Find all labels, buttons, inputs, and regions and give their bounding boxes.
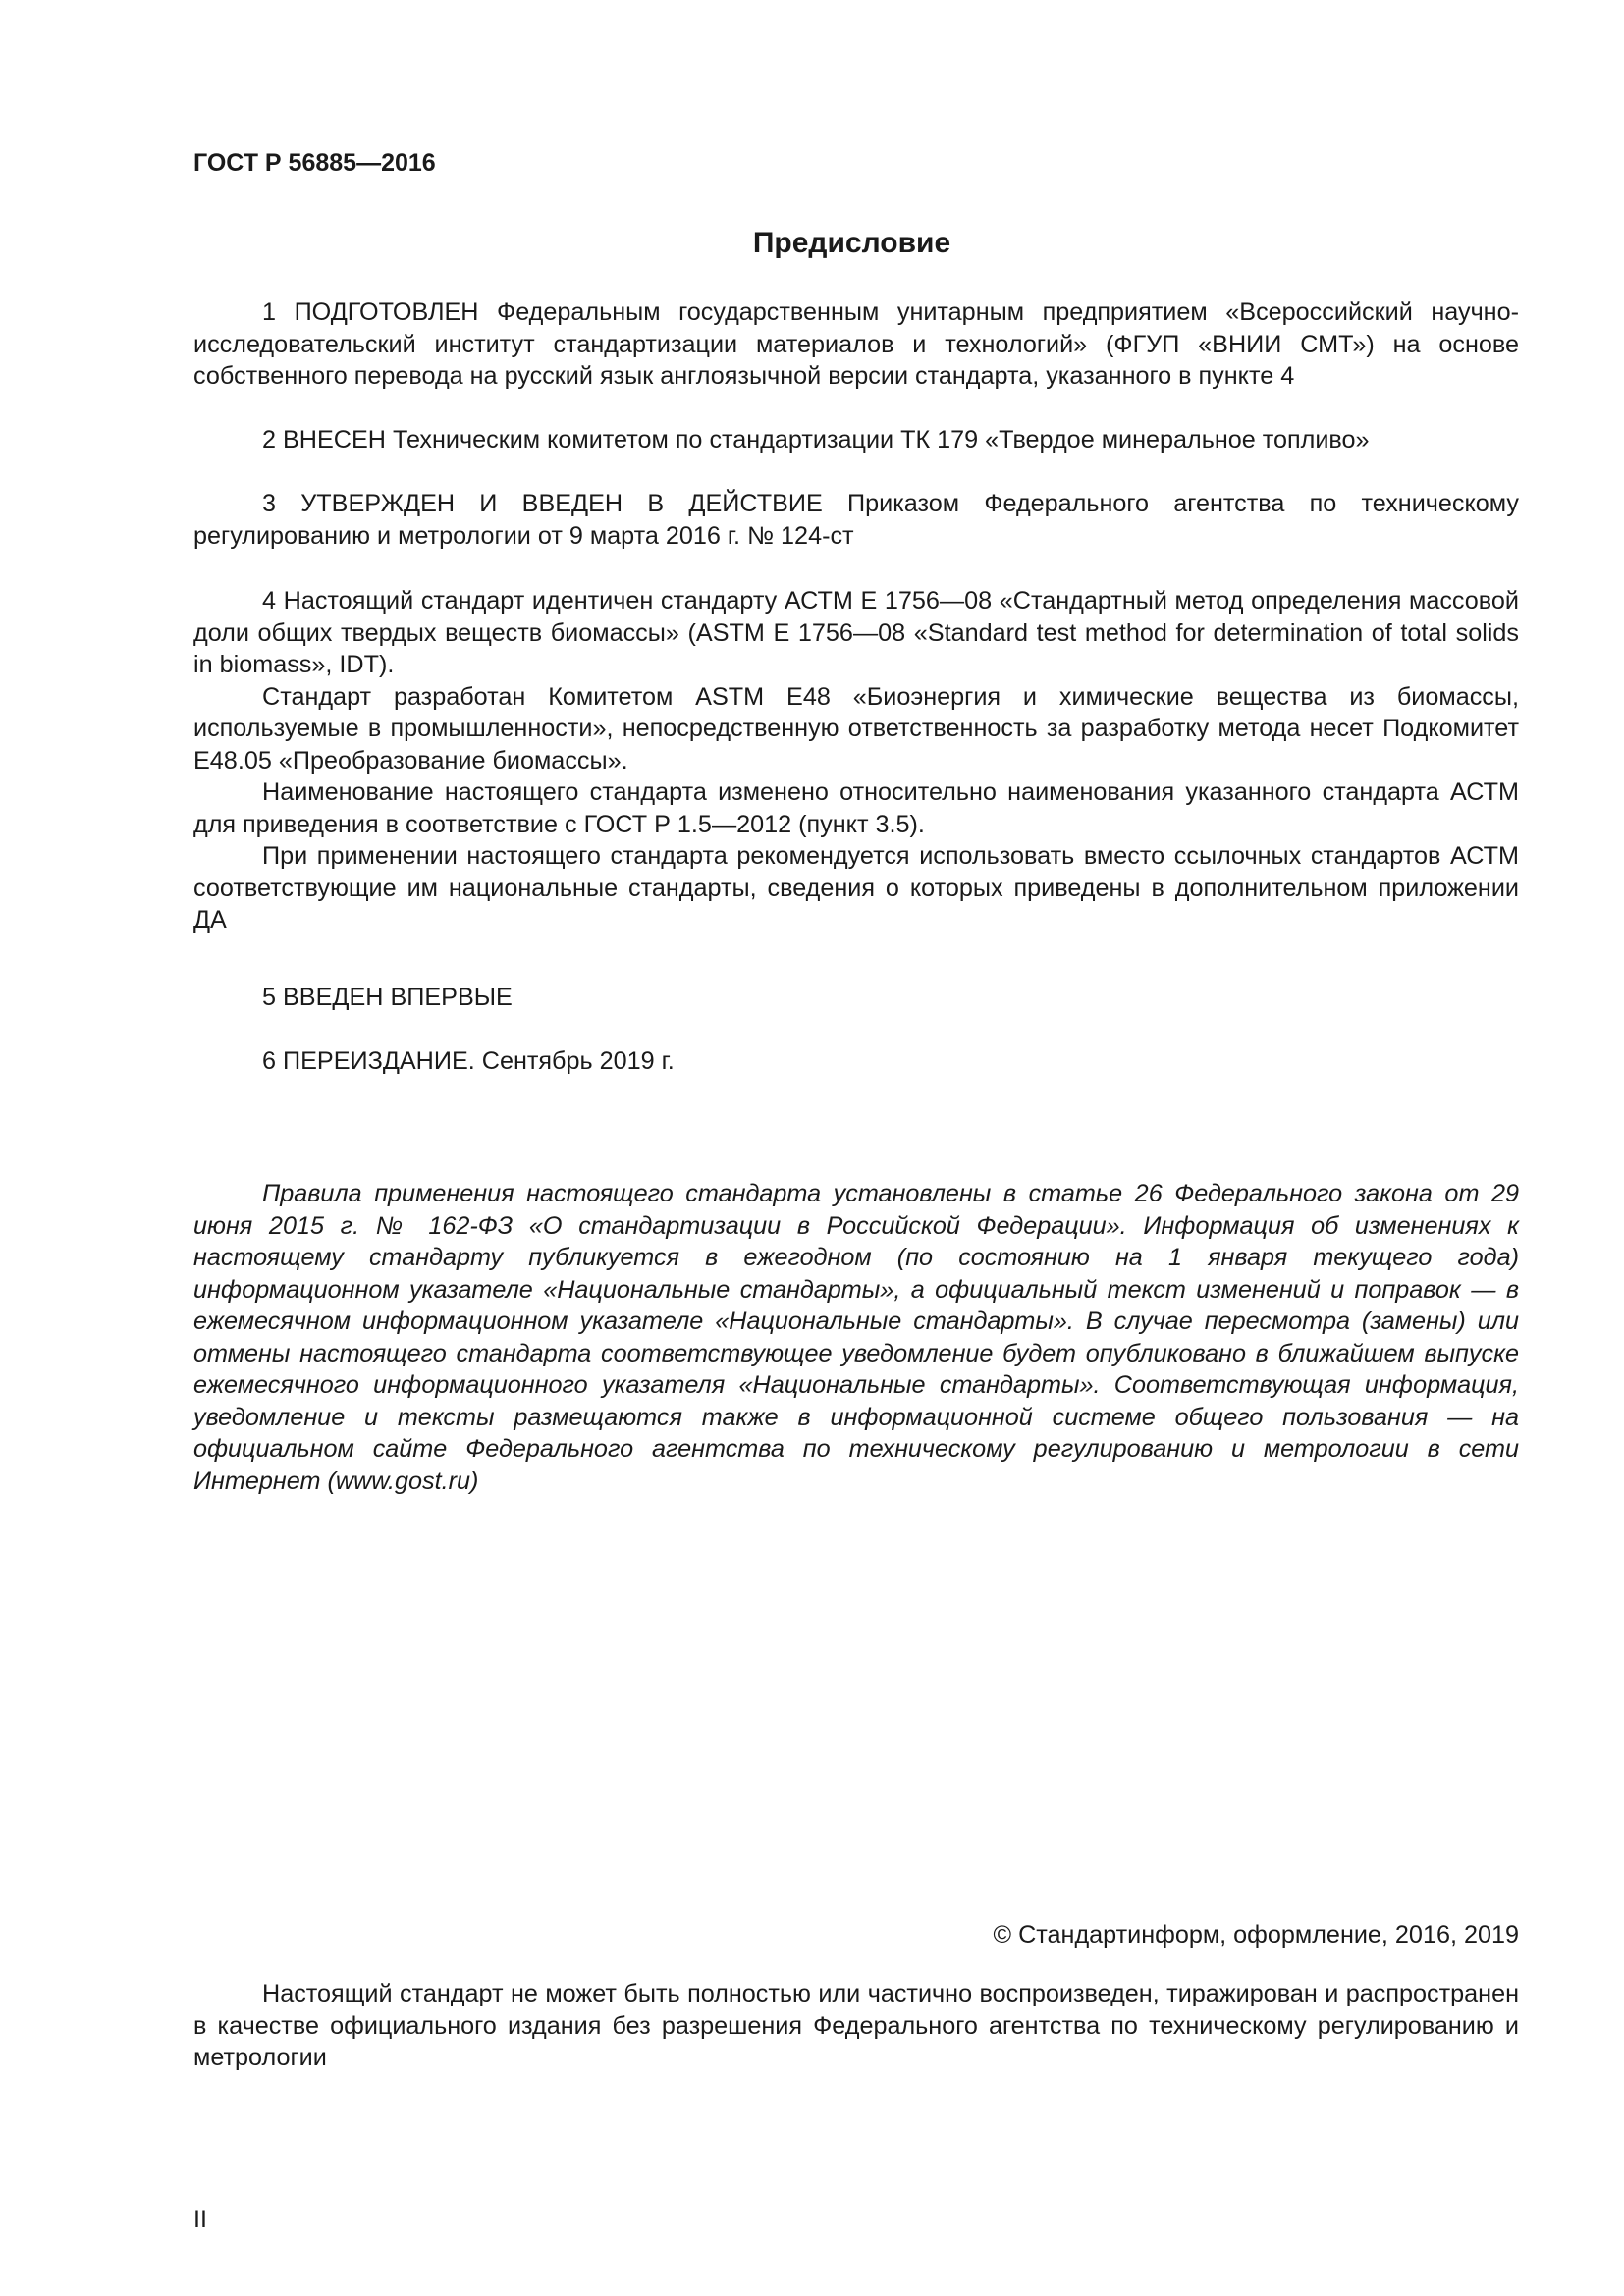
copyright-line: © Стандартинформ, оформление, 2016, 2019 [993, 1921, 1519, 1949]
rules-notice [193, 1178, 1519, 1497]
item-4-paragraph-3: Наименование настоящего стандарта изменено относительно наименования указанного стандарта АСТМ для приведения в соответствие с ГОСТ Р 1.5—2012 (пункт 3.5). [193, 778, 1519, 838]
rules-notice-text: Правила применения настоящего стандарта установлены в статье 26 Федерального закона от 29 июня 2015 г. № 162-ФЗ «О стандартизации в Российской Федерации». Информация об изменениях к настоящему стандарту публикуется в ежегодном (по состоянию на 1 января текущего года) информационном указателе «Национальные стандарты», а официальный текст изменений и поправок — в ежемесячном информационном указателе «Национальные стандарты». В случае пересмотра (замены) или отмены настоящего стандарта соответствующее уведомление будет опубликовано в ближайшем выпуске ежемесячного информационного указателя «Национальные стандарты». Соответствующая информация, уведомление и тексты размещаются также в информационной системе общего пользования — на официальном сайте Федерального агентства по техническому регулированию и метрологии в сети Интернет (www.gost.ru) [193, 1180, 1519, 1495]
item-6 [193, 1045, 1519, 1078]
item-3-text: 3 УТВЕРЖДЕН И ВВЕДЕН В ДЕЙСТВИЕ Приказом Федерального агентства по техническому регулированию и метрологии от 9 марта 2016 г. № 124-ст [193, 490, 1519, 550]
reproduction-notice [193, 1978, 1519, 2074]
item-4 [193, 585, 1519, 936]
item-5-text: 5 ВВЕДЕН ВПЕРВЫЕ [262, 984, 513, 1011]
item-1-text: 1 ПОДГОТОВЛЕН Федеральным государственным унитарным предприятием «Всероссийский научно-исследовательский институт стандартизации материалов и технологий» (ФГУП «ВНИИ СМТ») на основе собственного перевода на русский язык англоязычной версии стандарта, указанного в пункте 4 [193, 298, 1519, 390]
page-number: II [193, 2206, 207, 2233]
item-6-text: 6 ПЕРЕИЗДАНИЕ. Сентябрь 2019 г. [262, 1047, 675, 1075]
item-4-paragraph-4: При применении настоящего стандарта рекомендуется использовать вместо ссылочных стандартов АСТМ соответствующие им национальные стандарты, сведения о которых приведены в дополнительном приложении ДА [193, 842, 1519, 934]
item-4-paragraph-1: 4 Настоящий стандарт идентичен стандарту АСТМ Е 1756—08 «Стандартный метод определения массовой доли общих твердых веществ биомассы» (ASTM Е 1756—08 «Standard test method for determination of total solids in biomass», IDT). [193, 587, 1519, 678]
item-2 [193, 424, 1519, 456]
item-5 [193, 982, 1519, 1014]
item-1 [193, 296, 1519, 393]
document-code: ГОСТ Р 56885—2016 [193, 149, 436, 177]
reproduction-notice-text: Настоящий стандарт не может быть полностью или частично воспроизведен, тиражирован и распространен в качестве официального издания без разрешения Федерального агентства по техническому регулированию и метрологии [193, 1980, 1519, 2071]
page-title: Предисловие [752, 227, 951, 259]
item-2-text: 2 ВНЕСЕН Техническим комитетом по стандартизации ТК 179 «Твердое минеральное топливо» [262, 426, 1370, 454]
item-3 [193, 488, 1519, 552]
item-4-paragraph-2: Стандарт разработан Комитетом ASTM Е48 «Биоэнергия и химические вещества из биомассы, используемые в промышленности», непосредственную ответственность за разработку метода несет Подкомитет Е48.05 «Преобразование биомассы». [193, 682, 1519, 774]
